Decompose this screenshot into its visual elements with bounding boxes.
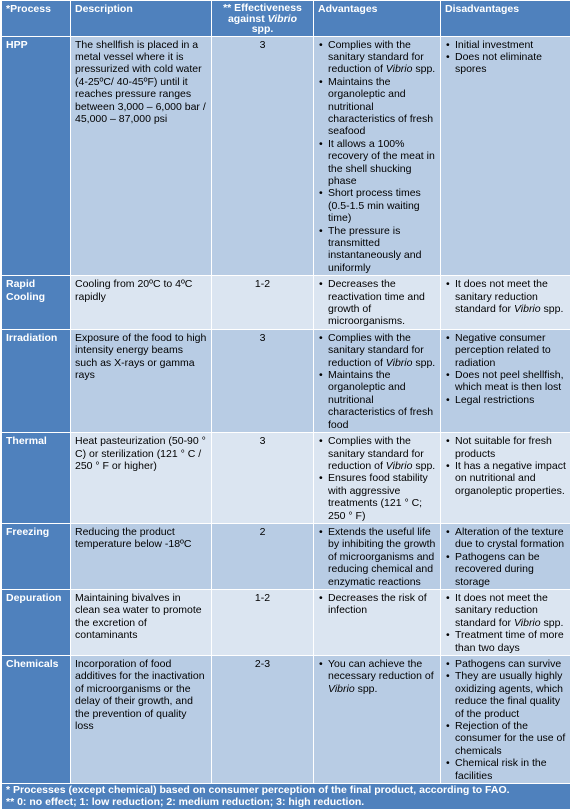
process-description: Incorporation of food additives for the inactivation of microorganisms or the delay of their growth, and the prevention of quality loss: [71, 656, 212, 784]
disadvantages-list: [445, 39, 566, 76]
process-comparison-table-container: [2, 1, 571, 809]
disadvantage-item: • Does not peel shellfish, which meat is then lost: [445, 369, 566, 394]
process-name: Rapid Cooling: [2, 276, 71, 330]
disadvantage-item: • Not suitable for fresh products: [445, 435, 566, 460]
disadvantage-item: • Legal restrictions: [445, 394, 566, 406]
table-row: [2, 656, 571, 784]
advantages-list: [318, 278, 436, 328]
disadvantage-item: • Chemical risk in the facilities: [445, 757, 566, 782]
disadvantages-list: [445, 526, 566, 588]
disadvantage-item: • It does not meet the sanitary reduction standard for Vibrio spp.: [445, 592, 566, 629]
advantage-item: • Extends the useful life by inhibiting the growth of microorganisms and reducing chemical and enzymatic reactions: [318, 526, 436, 588]
advantage-item: • The pressure is transmitted instantaneously and uniformly: [318, 225, 436, 275]
advantage-item: • It allows a 100% recovery of the meat in the shell shucking phase: [318, 138, 436, 188]
advantages-list: [318, 526, 436, 588]
advantage-item: • Decreases the reactivation time and growth of microorganisms.: [318, 278, 436, 328]
disadvantages-cell: [441, 330, 571, 433]
header-advantages: Advantages: [314, 1, 441, 37]
advantage-item: • Maintains the organoleptic and nutritional characteristics of fresh seafood: [318, 76, 436, 138]
effectiveness-value: 3: [212, 330, 314, 433]
process-description: Reducing the product temperature below -18ºC: [71, 524, 212, 590]
process-name: Chemicals: [2, 656, 71, 784]
advantages-list: [318, 39, 436, 275]
header-description: Description: [71, 1, 212, 37]
advantages-list: [318, 592, 436, 617]
table-row: [2, 433, 571, 524]
effectiveness-value: 2-3: [212, 656, 314, 784]
disadvantage-item: • It does not meet the sanitary reduction standard for Vibrio spp.: [445, 278, 566, 315]
disadvantages-cell: [441, 590, 571, 656]
disadvantages-cell: [441, 656, 571, 784]
footnote-row: [2, 784, 571, 809]
disadvantages-list: [445, 658, 566, 782]
effectiveness-value: 3: [212, 433, 314, 524]
disadvantage-item: • Rejection of the consumer for the use of chemicals: [445, 720, 566, 757]
advantages-cell: [314, 330, 441, 433]
process-description: Maintaining bivalves in clean sea water to promote the excretion of contaminants: [71, 590, 212, 656]
disadvantage-item: • Treatment time of more than two days: [445, 629, 566, 654]
footnote-effectiveness-scale: ** 0: no effect; 1: low reduction; 2: medium reduction; 3: high reduction.: [6, 795, 365, 808]
disadvantages-cell: [441, 433, 571, 524]
advantages-list: [318, 332, 436, 431]
advantages-cell: [314, 37, 441, 277]
advantages-list: [318, 435, 436, 522]
table-row: [2, 37, 571, 277]
process-description: Heat pasteurization (50-90 ° C) or sterilization (121 ° C / 250 ° F or higher): [71, 433, 212, 524]
disadvantage-item: • Does not eliminate spores: [445, 51, 566, 76]
header-disadvantages: Disadvantages: [441, 1, 571, 37]
effectiveness-value: 1-2: [212, 590, 314, 656]
process-description: Cooling from 20ºC to 4ºC rapidly: [71, 276, 212, 330]
disadvantage-item: • Negative consumer perception related to radiation: [445, 332, 566, 369]
advantages-cell: [314, 656, 441, 784]
effectiveness-value: 1-2: [212, 276, 314, 330]
table-header-row: [2, 1, 571, 37]
process-description: Exposure of the food to high intensity energy beams such as X-rays or gamma rays: [71, 330, 212, 433]
disadvantages-list: [445, 592, 566, 654]
header-process: *Process: [2, 1, 71, 37]
disadvantage-item: • Alteration of the texture due to crystal formation: [445, 526, 566, 551]
table-row: [2, 276, 571, 330]
process-name: Irradiation: [2, 330, 71, 433]
advantage-item: • Complies with the sanitary standard for reduction of Vibrio spp.: [318, 332, 436, 369]
advantages-cell: [314, 276, 441, 330]
process-description: The shellfish is placed in a metal vessel where it is pressurized with cold water (4-25ºC/ 40-45ºF) until it reaches pressure ranges between 3,000 – 6,000 bar / 45,000 – 87,000 psi: [71, 37, 212, 277]
footnotes: [2, 784, 571, 809]
effectiveness-value: 3: [212, 37, 314, 277]
process-name: HPP: [2, 37, 71, 277]
disadvantages-cell: [441, 37, 571, 277]
disadvantages-list: [445, 332, 566, 406]
process-name: Freezing: [2, 524, 71, 590]
disadvantage-item: • They are usually highly oxidizing agents, which reduce the final quality of the product: [445, 670, 566, 720]
disadvantage-item: • Pathogens can be recovered during storage: [445, 551, 566, 588]
advantages-list: [318, 658, 436, 695]
footnote-processes: * Processes (except chemical) based on consumer perception of the final product, according to FAO.: [6, 784, 510, 797]
effectiveness-value: 2: [212, 524, 314, 590]
table-row: [2, 524, 571, 590]
disadvantages-list: [445, 435, 566, 497]
advantage-item: • Complies with the sanitary standard for reduction of Vibrio spp.: [318, 435, 436, 472]
advantages-cell: [314, 524, 441, 590]
disadvantages-cell: [441, 276, 571, 330]
disadvantage-item: • Pathogens can survive: [445, 658, 566, 670]
advantage-item: • Complies with the sanitary standard for reduction of Vibrio spp.: [318, 39, 436, 76]
disadvantage-item: • Initial investment: [445, 39, 566, 51]
disadvantages-cell: [441, 524, 571, 590]
advantages-cell: [314, 590, 441, 656]
table-body: [2, 37, 571, 785]
table-row: [2, 590, 571, 656]
advantage-item: • Ensures food stability with aggressive treatments (121 ° C; 250 ° F): [318, 472, 436, 522]
process-name: Depuration: [2, 590, 71, 656]
disadvantage-item: • It has a negative impact on nutritional and organoleptic properties.: [445, 460, 566, 497]
header-effectiveness: ** Effectiveness against Vibrio spp.: [212, 1, 314, 37]
advantage-item: • You can achieve the necessary reduction of Vibrio spp.: [318, 658, 436, 695]
advantage-item: • Short process times (0.5-1.5 min waiting time): [318, 187, 436, 224]
disadvantages-list: [445, 278, 566, 315]
table-row: [2, 330, 571, 433]
process-comparison-table: [2, 1, 571, 809]
process-name: Thermal: [2, 433, 71, 524]
advantage-item: • Decreases the risk of infection: [318, 592, 436, 617]
advantage-item: • Maintains the organoleptic and nutritional characteristics of fresh food: [318, 369, 436, 431]
advantages-cell: [314, 433, 441, 524]
